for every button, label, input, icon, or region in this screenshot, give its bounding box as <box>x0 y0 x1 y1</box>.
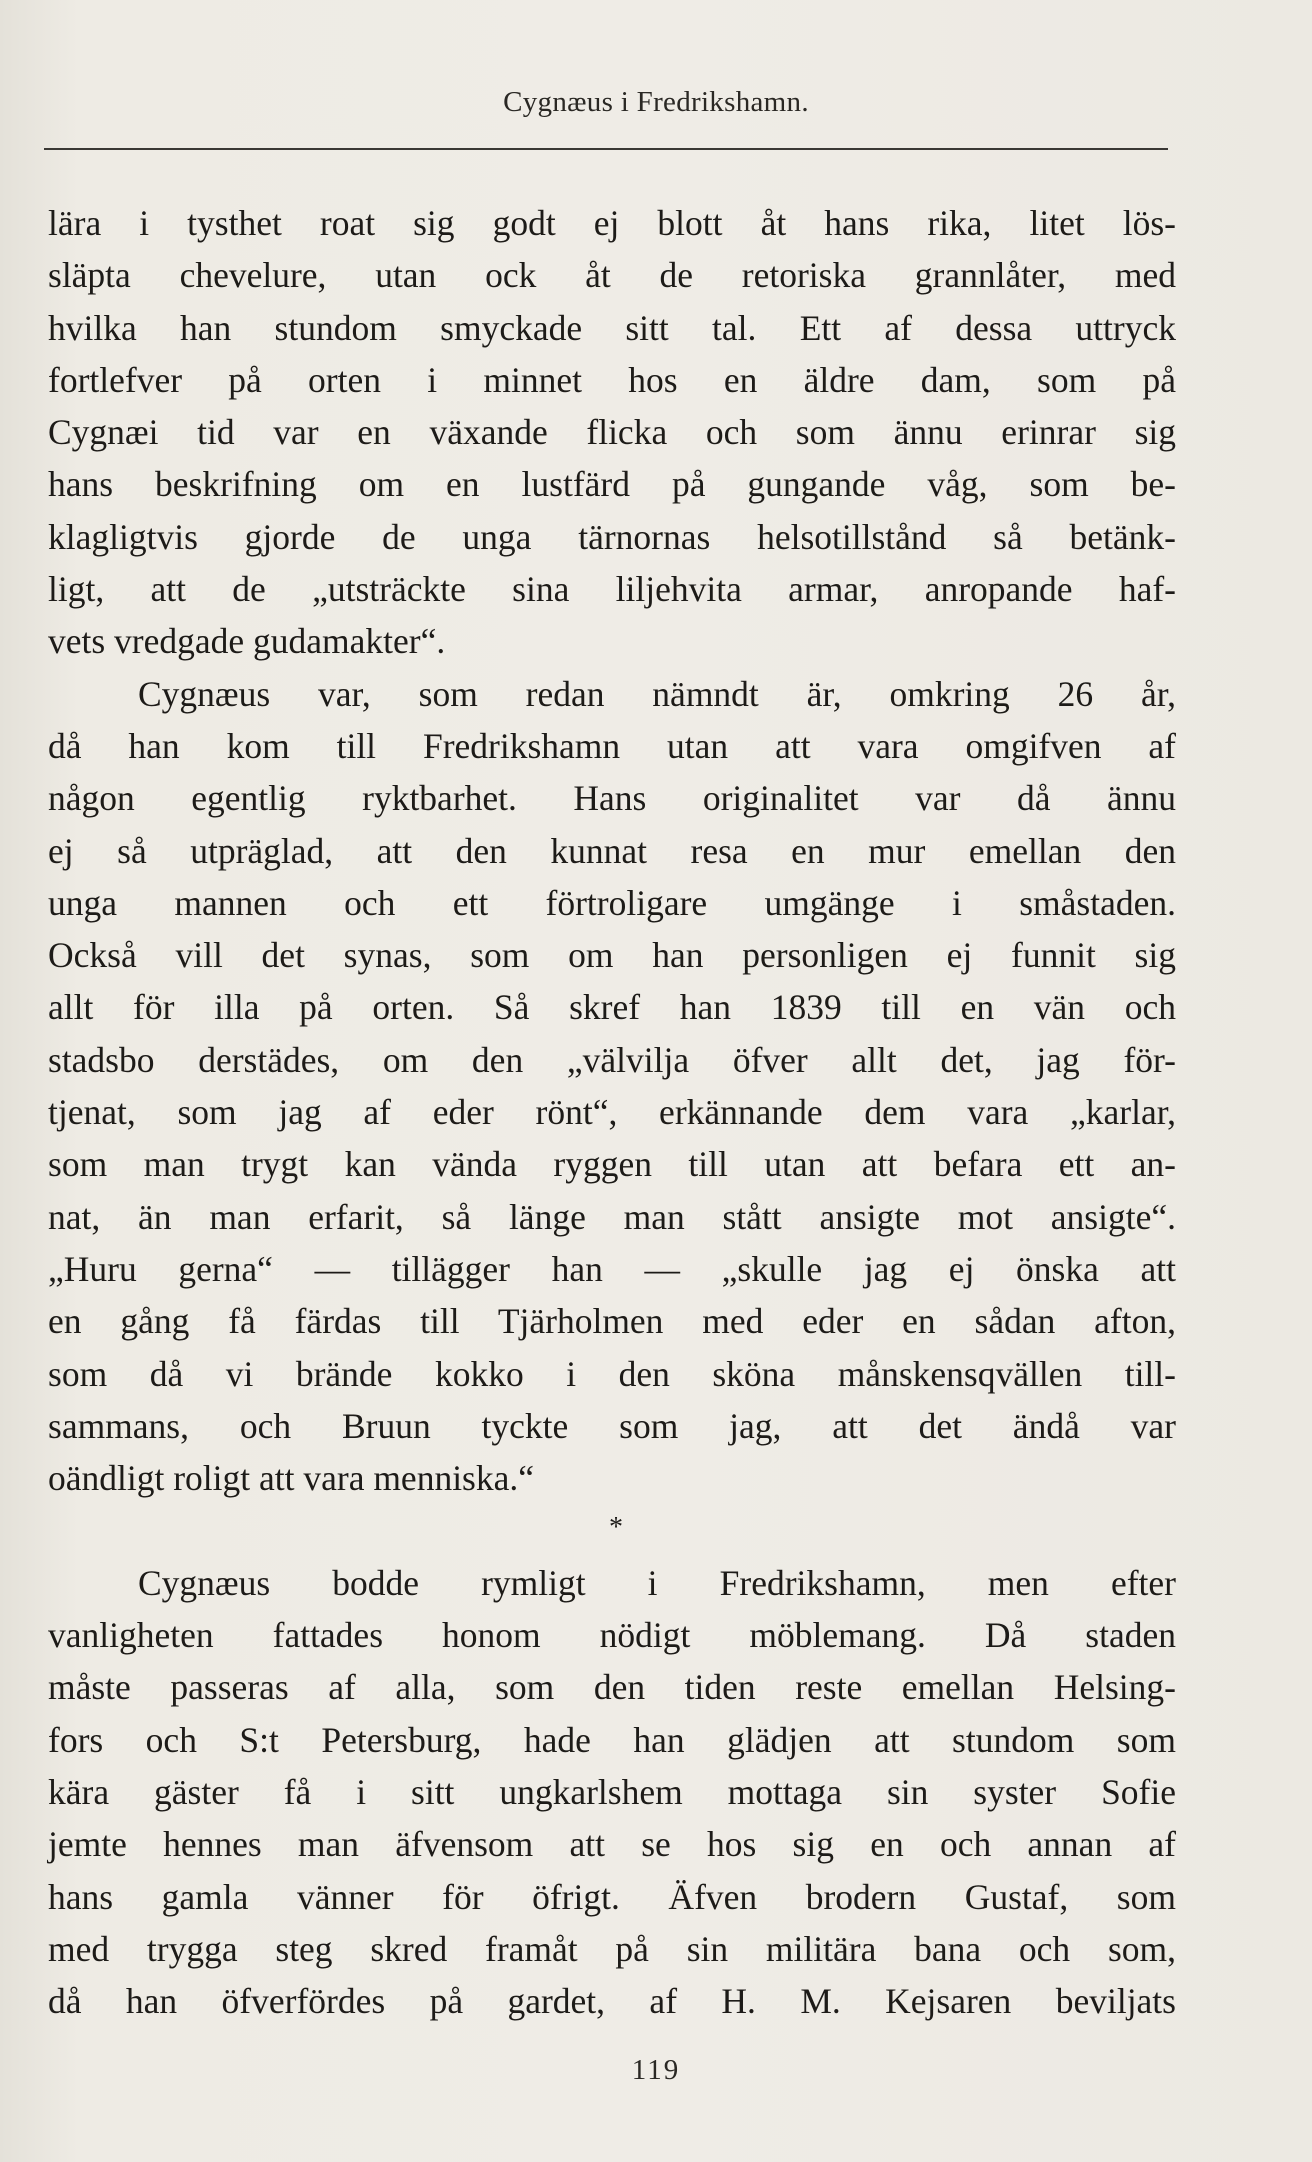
text-line: Cygnæus bodde rymligt i Fredrikshamn, men efter <box>138 1562 1176 1603</box>
text-line: Cygnæi tid var en växande flicka och som ännu erinrar sig <box>48 412 1176 453</box>
text-line: fors och S:t Petersburg, hade han glädjen att stundom som <box>48 1719 1176 1760</box>
text-line: sammans, och Bruun tyckte som jag, att det ändå var <box>48 1405 1176 1446</box>
text-line: släpta chevelure, utan ock åt de retoriska grannlåter, med <box>48 255 1176 296</box>
text-line: med trygga steg skred framåt på sin militära bana och som, <box>48 1928 1176 1969</box>
text-line: „Huru gerna“ — tillägger han — „skulle jag ej önska att <box>48 1248 1176 1289</box>
text-line: ej så utpräglad, att den kunnat resa en mur emellan den <box>48 830 1176 871</box>
header-rule <box>44 148 1168 150</box>
text-line: som man trygt kan vända ryggen till utan att befara ett an- <box>48 1144 1176 1185</box>
text-line: hans gamla vänner för öfrigt. Äfven brodern Gustaf, som <box>48 1876 1176 1917</box>
text-line: hvilka han stundom smyckade sitt tal. Ett af dessa uttryck <box>48 307 1176 348</box>
text-line: oändligt roligt att vara menniska.“ <box>48 1458 535 1499</box>
text-line: som då vi brände kokko i den sköna månskensqvällen till- <box>48 1353 1176 1394</box>
text-line: måste passeras af alla, som den tiden reste emellan Helsing- <box>48 1667 1176 1708</box>
text-line: då han kom till Fredrikshamn utan att vara omgifven af <box>48 725 1176 766</box>
text-line: kära gäster få i sitt ungkarlshem mottaga sin syster Sofie <box>48 1771 1176 1812</box>
text-line: hans beskrifning om en lustfärd på gungande våg, som be- <box>48 464 1176 505</box>
text-line: lära i tysthet roat sig godt ej blott åt hans rika, litet lös- <box>48 203 1176 243</box>
text-line: ligt, att de „utsträckte sina liljehvita armar, anropande haf- <box>48 569 1176 610</box>
page-number: 119 <box>631 2054 681 2086</box>
text-line: vanligheten fattades honom nödigt möblemang. Då staden <box>48 1615 1176 1656</box>
text-line: jemte hennes man äfvensom att se hos sig en och annan af <box>48 1824 1176 1865</box>
text-line: Också vill det synas, som om han personligen ej funnit sig <box>48 935 1176 976</box>
text-line: tjenat, som jag af eder rönt“, erkännande dem vara „karlar, <box>48 1092 1176 1133</box>
text-line: unga mannen och ett förtroligare umgänge i småstaden. <box>48 882 1176 923</box>
text-line: Cygnæus var, som redan nämndt är, omkring 26 år, <box>138 673 1176 714</box>
text-line: en gång få färdas till Tjärholmen med eder en sådan afton, <box>48 1301 1176 1342</box>
section-separator: * <box>609 1512 623 1544</box>
text-line: allt för illa på orten. Så skref han 1839 till en vän och <box>48 987 1176 1028</box>
text-line: då han öfverfördes på gardet, af H. M. Kejsaren beviljats <box>48 1981 1176 2022</box>
text-line: vets vredgade gudamakter“. <box>48 621 446 662</box>
text-line: någon egentlig ryktbarhet. Hans originalitet var då ännu <box>48 778 1176 819</box>
running-head: Cygnæus i Fredrikshamn. <box>503 86 809 118</box>
text-line: nat, än man erfarit, så länge man stått ansigte mot ansigte“. <box>48 1196 1176 1237</box>
body-text <box>48 197 1176 2027</box>
text-line: stadsbo derstädes, om den „välvilja öfver allt det, jag för- <box>48 1039 1176 1080</box>
text-line: fortlefver på orten i minnet hos en äldre dam, som på <box>48 359 1176 400</box>
text-line: klagligtvis gjorde de unga tärnornas helsotillstånd så betänk- <box>48 516 1176 557</box>
